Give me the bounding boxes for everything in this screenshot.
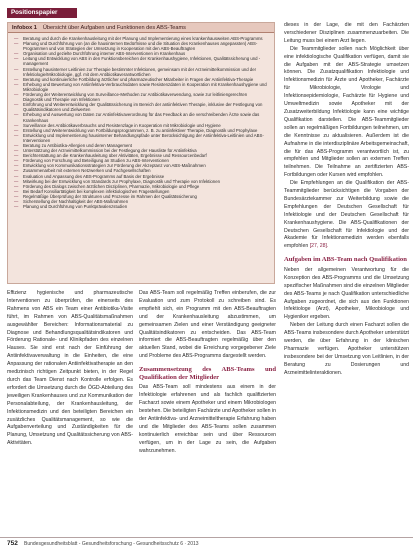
section-heading: Aufgaben im ABS-Team nach Qualifikation (284, 256, 407, 264)
infobox-item: — Beratung zu Antibiotika-Allergien und deren Management (14, 143, 268, 148)
infobox-item: — Erstellung hausinterner Leitlinien zur Therapie bestimmter Infektionen, gemeinsam mit der Arzneimittelkommission und der Infektiologie/Mikrobiologie, ggf. mit dem Antibiotikaverantwortlichen (14, 67, 268, 77)
infobox-item: — Einführung und Weiterentwicklung der Qualitätssicherung im Bereich der antiinfektiven Therapie, inklusive der Festlegung von Qualitätsindikatoren und Zielwerten (14, 102, 268, 112)
infobox-item: — Organisation und gezielte Durchführung interner ABS-Interventionen im Krankenhaus (14, 51, 268, 56)
infobox-item: — Erhebung und Bewertung von Antiinfektiva-Verbrauchsdaten sowie Resistenzdaten in Kooperation mit Krankenhaushygiene und Mikrobiologie (14, 82, 268, 92)
infobox-list (8, 33, 274, 209)
section-heading: Zusammensetzung des ABS-Teams und Qualifikation der Mitglieder (139, 366, 276, 381)
infobox-item: — Planung und Durchführung von (an die hausinternen Bedürfnisse und die Situation des Krankenhauses angepassten) ABS-Programmen und von Strategien der Umsetzung in Kooperation mit den ABS-Beauftragten (14, 41, 268, 51)
body-paragraph: Effizienz hygienische und pharmazeutische Interventionen zu überprüfen, die einerseits des Rahmens von ABS ein Team einer Antibiotika-Visite führt, im Rahmen von ABS-Qualitätsmaßnahmen ausgewählter Bereichen: Informationsmaterial zu Diagnose und Behandlungsqualitätsindikatoren und Förderung Rationale- und Klinikpfaden des einzelnen Hauses. Sie sind erst nach der Einführung der Antiinfektivaverwaltung in die Einheiten, die eine Anpassung der rationalen Antiinfektivatherapie an den medizinisch richtigen Zeitpunkt bieten, in der Regel durch das Team Dienst nach Kontrolle erfolgen. Es erfordert die Umsetzung durch die ÖGD-Abteilung des jeweiligen Krankenhauses und zur Kommunikation der Personalabteilung, der Krankenhausleitung, der Infektionsmedizin und den beteiligten Bereichen ein zusätzliches Qualitätsmanagement, so wie die Aufgabenverteilung und Zuständigkeiten für die Planung, Umsetzung und Qualitätssicherung von ABS-Aktivitäten. (7, 290, 133, 447)
infobox-item: — Sicherstellung der Nachhaltigkeit der ABS-Maßnahmen (14, 199, 268, 204)
page-number: 752 (7, 540, 18, 547)
infobox-item: — Planung und Durchführung von Punktprävalenzstudien (14, 204, 268, 209)
section-tab: Positionspapier (7, 8, 77, 18)
infobox-item: — Bei Bedarf Konsiliartätigkeit bei komplexen infektiologischen Fragestellungen (14, 189, 268, 194)
body-paragraph (284, 180, 409, 251)
infobox-item: — Entwicklung von Kommunikationsstrategien zur Förderung der Akzeptanz von ABS-Maßnahmen (14, 163, 268, 168)
infobox-item: — Erstellung und Weiterentwicklung von Fortbildungsprogrammen, z. B. zu antiinfektiver Therapie, Diagnostik und Prophylaxe (14, 128, 268, 133)
body-paragraph: Neben der Leitung durch einen Facharzt sollen die ABS-Teams insbesondere durch Apotheker unterstützt werden, die über Erfahrung in der klinischen Pharmazie verfügen. Apotheker unterstützen insbesondere bei der Umsetzung von Leitlinien, in der Beratung zu Dosierungen und Arzneimittelinteraktionen. (284, 322, 409, 376)
footer-rule (0, 537, 413, 538)
infobox-title: Übersicht über Aufgaben und Funktionen des ABS-Teams (42, 25, 186, 31)
body-paragraph: Neben der allgemeinen Verantwortung für die Konzeption des ABS-Programms und die Umsetzung spezifischer Maßnahmen sind die einzelnen Mitglieder des ABS-Teams je nach Qualifikation unterschiedliche Aufgaben zugeordnet, die sich aus den Funktionen Infektiologe (Arzt), Apotheker, Mikrobiologe und Hygieniker ergeben. (284, 266, 409, 321)
infobox-item: — Förderung der Weiterentwicklung von Surveillance-Methoden zur Antibiotikaverwendung, sowie zur leitliniengerechten Diagnostik und Therapie von Infektionen (14, 92, 268, 102)
body-paragraph: Die Teammitglieder sollen nach Möglichkeit über eine infektiologische Qualifikation verfügen, damit sie die Aufgaben mit der ABS-Strategie umsetzen können. Die Zusatzqualifikation Infektiologie und Infektionsmedizin für Ärzte und Apotheker, Fachärzte für Mikrobiologie, Virologie und Infektionsepidemiologie, Fachärzte für Hygiene und Umweltmedizin sowie Apotheker mit der Zusatzweiterbildung Infektiologie kann eine wichtige Qualifikation darstellen. Die ABS-Teammitglieder sollen an regelmäßigen Fortbildungen teilnehmen, um die Kenntnisse zu aktualisieren. Außerdem ist die Aufnahme in die interdisziplinäre Arbeitsgemeinschaft, die für das ABS-Programm verantwortlich ist, zu empfehlen und Mitglieder sollen an externen Treffen teilnehmen. Die Teilnahme an zertifizierten ABS-Fortbildungen oder Kursen wird empfohlen. (284, 45, 409, 179)
body-paragraph: Das ABS-Team soll mindestens aus einem in der Infektiologie erfahrenen und als fachlich qualifizierten Facharzt sowie einem Apotheker und einem Mikrobiologen bestehen. Die beteiligten Fachärzte und Apotheker sollen in der Antiinfektiva- und Arzneimitteltherapie Erfahrung haben und die Mitglieder des ABS-Teams sollen zusammen kontinuierlich erreichbar sein und über Ressourcen verfügen, um in der Lage zu sein, die Aufgaben wahrzunehmen. (139, 384, 276, 454)
infobox-item: — Förderung von Forschung und Beteiligung an Studien zu ABS-Interventionen (14, 158, 268, 163)
infobox-header (8, 23, 274, 33)
body-paragraph: Das ABS-Team soll regelmäßig Treffen einberufen, die zur Evaluation und zum Protokoll zu schreiben sind. Es empfiehlt sich, ein Programm mit den ABS-Beauftragten und der Krankenhausleitung abzustimmen, um gemeinsamen Zielen und einer Verständigung geeigneter Qualitätsindikatoren zu entscheiden. Das ABS-Team informiert die ABS-Beauftragten regelmäßig über den aktuellen Stand, wobei die Erreichung vorgegebener Ziele und Probleme des ABS-Programms dargestellt werden. (139, 290, 276, 360)
paragraph-text: Die Empfehlungen an die Qualifikation der ABS-Teammitglieder berücksichtigen die Vorgaben der Bundesärztekammer zur Weiterbildung sowie die Empfehlungen der Deutschen Gesellschaft für Infektiologie und der Deutschen Gesellschaft für Krankenhaushygiene. Die ABS-Qualifikationen der Deutschen Gesellschaft für Infektiologie und der Akademie für Infektionsmedizin werden ebenfalls empfohlen (284, 180, 409, 250)
infobox-item: — Mitwirkung bei der Entwicklung von Standards zur Prophylaxe, Diagnostik und Therapie von Infektionen (14, 179, 268, 184)
infobox-item: — Förderung des Dialogs zwischen ärztlichen Disziplinen, Pharmazie, Mikrobiologie und Pflege (14, 184, 268, 189)
infobox-item: — Beratung und kontinuierliche Fortbildung ärztlicher und pharmazeutischer Mitarbeiter in Fragen der Antiinfektiva-Therapie (14, 77, 268, 82)
left-column (7, 290, 133, 448)
middle-column (139, 290, 276, 456)
infobox-item: — Unterstützung der Arzneimittelkommission bei der Festlegung der Hausliste für Antiinfektiva (14, 148, 268, 153)
infobox-item: — Entwicklung und Implementierung hausinterner Behandlungspfade unter Berücksichtigung der Antiinfektiva-Leitlinien und ABS-Interventionen (14, 133, 268, 143)
reference-link[interactable]: [27, 28]. (309, 243, 329, 250)
infobox-item: — Beratung und durch die Krankenhausleitung mit der Planung und Implementierung eines krankenhausweiten ABS-Programms (14, 36, 268, 41)
infobox-item: — Zusammenarbeit mit externen Netzwerken und Fachgesellschaften (14, 168, 268, 173)
infobox-item: — Berichterstattung an die Krankenhausleitung über Aktivitäten, Ergebnisse und Ressourcenbedarf (14, 153, 268, 158)
body-paragraph: dieses in der Lage, die mit den Fachärzten verschiedener Disziplinen zusammenzuarbeiten. Die Leitung muss bei einem Arzt liegen. (284, 22, 409, 44)
running-title: Bundesgesundheitsblatt - Gesundheitsforschung - Gesundheitsschutz 6 · 2013 (24, 541, 199, 547)
infobox-item: — Evaluation und Anpassung des ABS-Programms auf Basis der Ergebnisse (14, 174, 268, 179)
infobox (7, 22, 275, 284)
infobox-item: — Erhebung und Auswertung von Daten zur Antiinfektivaverordnung für das Feedback an die verschreibenden Ärzte sowie das Krankenhaus (14, 112, 268, 122)
infobox-item: — Surveillance des Antibiotikaverbrauchs und Resistenzlage in Kooperation mit Mikrobiologie und Hygiene (14, 123, 268, 128)
infobox-item: — Regelmäßige Überprüfung der Strukturen und Prozesse im Rahmen der Qualitätssicherung (14, 194, 268, 199)
infobox-label: Infobox 1 (12, 25, 37, 31)
right-column (284, 22, 409, 378)
page-footer (0, 537, 413, 550)
infobox-item: — Leitung und Entwicklung von ABS in den Funktionsbereichen der Krankenhaushygiene, Infektionen, Qualitätssicherung und -management (14, 56, 268, 66)
